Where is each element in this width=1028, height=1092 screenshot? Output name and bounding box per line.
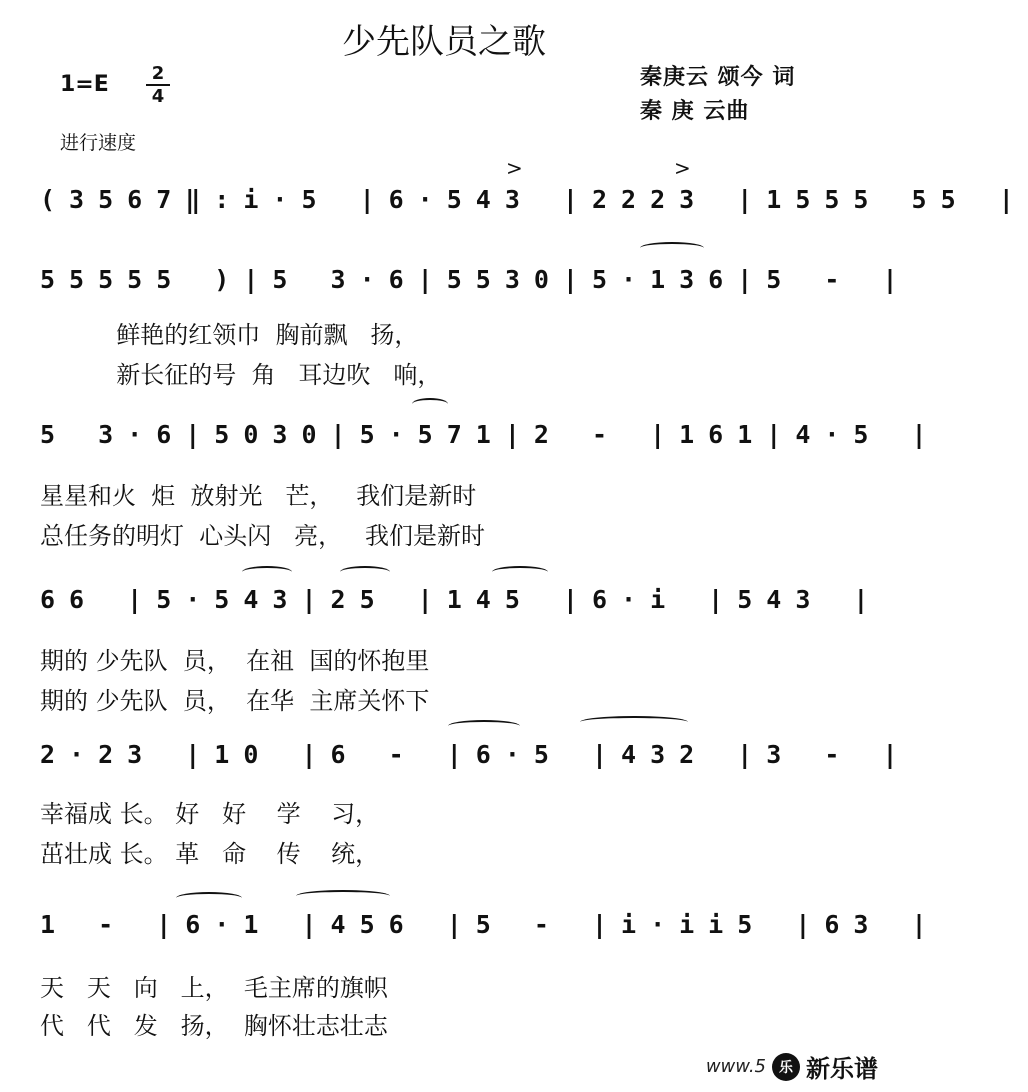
notes-line: (3567‖:i·5 |6·543 |2223 |1555 55 |: [40, 185, 1028, 214]
time-signature: [146, 64, 170, 106]
slur-mark: [412, 398, 448, 410]
slur-mark: [242, 566, 292, 578]
notes-line: 5 3·6|5030|5·571|2 - |161|4·5 |: [40, 420, 941, 449]
lyric-verse-2: 新长征的号 角 耳边吹 响，: [40, 361, 442, 389]
score-system-6: [0, 900, 941, 1040]
song-title: 少先队员之歌: [342, 22, 546, 62]
lyric-verse-2: 茁壮成 长。 革 命 传 统，: [40, 840, 380, 868]
slur-mark: [176, 892, 242, 904]
score-system-3: [0, 410, 941, 550]
notes-line: 2·23 |10 |6 - |6·5 |432 |3 - |: [40, 740, 912, 769]
accent-mark: >: [506, 156, 523, 180]
lyric-verse-1: 幸福成 长。 好 好 学 习，: [40, 800, 380, 828]
slur-mark: [580, 716, 688, 728]
lyric-verse-1: 期的 少先队 员， 在祖 国的怀抱里: [40, 647, 430, 675]
watermark: [706, 1049, 878, 1084]
time-signature-top: 2: [151, 63, 165, 84]
watermark-url: www.5: [705, 1056, 766, 1077]
score-system-5: [0, 730, 912, 870]
slur-mark: [340, 566, 390, 578]
brand-logo-icon: 乐: [772, 1053, 800, 1081]
watermark-brand: 新乐谱: [806, 1055, 878, 1083]
lyric-verse-1: 天 天 向 上， 毛主席的旗帜: [40, 974, 388, 1002]
accent-mark: >: [674, 156, 691, 180]
key-signature: 1=E: [60, 72, 109, 97]
composer-credit: 秦 庚 云曲: [640, 98, 750, 124]
notes-line: 55555 )|5 3·6|5530|5·136|5 - |: [40, 265, 912, 294]
lyric-verse-1: 鲜艳的红领巾 胸前飘 扬，: [40, 321, 419, 349]
slur-mark: [296, 890, 390, 902]
score-system-2: [0, 255, 912, 395]
score-system-1: [0, 175, 1028, 235]
slur-mark: [448, 720, 520, 732]
lyric-verse-2: 期的 少先队 员， 在华 主席关怀下: [40, 687, 430, 715]
tempo-marking: 进行速度: [60, 132, 137, 154]
time-signature-bottom: 4: [151, 86, 165, 107]
slur-mark: [640, 242, 704, 254]
notes-line: 66 |5·543|25 |145 |6·i |543 |: [40, 585, 883, 614]
notes-line: 1 - |6·1 |456 |5 - |i·ii5 |63 |: [40, 910, 941, 939]
lyric-verse-2: 代 代 发 扬， 胸怀壮志壮志: [40, 1012, 388, 1040]
score-system-4: [0, 575, 888, 715]
lyric-verse-2: 总任务的明灯 心头闪 亮， 我们是新时: [40, 522, 486, 550]
lyric-verse-1: 星星和火 炬 放射光 芒， 我们是新时: [40, 482, 477, 510]
lyricist-credit: 秦庚云 颂今 词: [640, 64, 796, 90]
slur-mark: [492, 566, 548, 578]
